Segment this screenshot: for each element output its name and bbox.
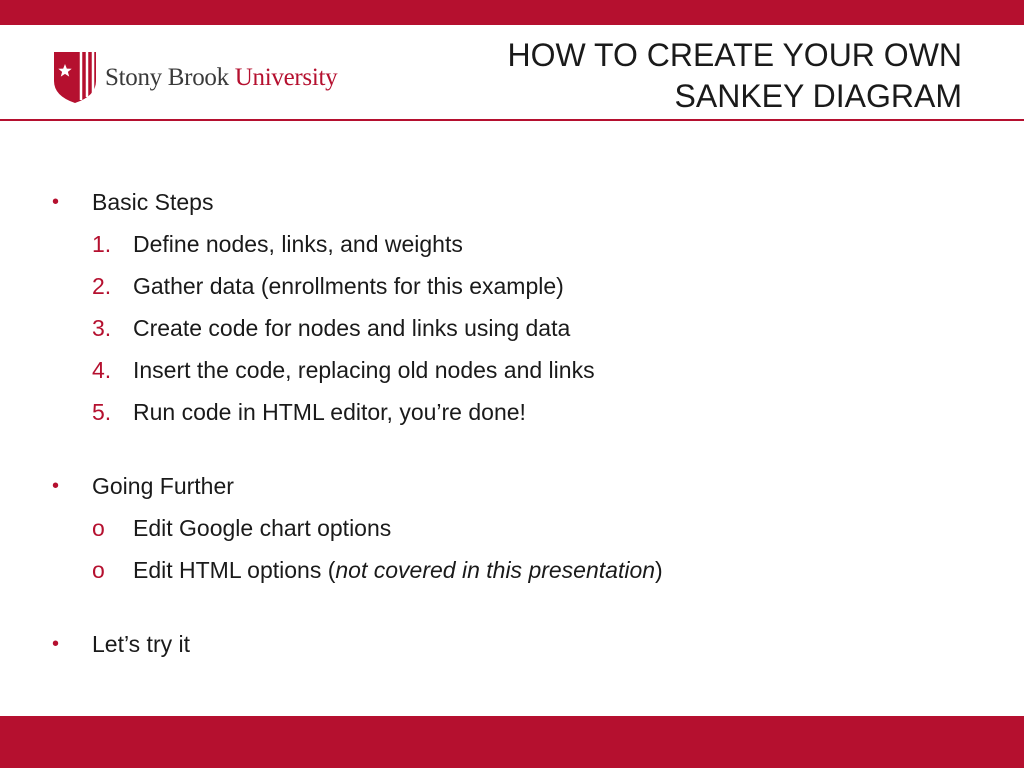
step-text: Insert the code, replacing old nodes and links	[133, 357, 595, 383]
step-number: 3.	[92, 315, 112, 341]
bullet-marker: •	[52, 633, 60, 655]
sub-item-text-italic: not covered in this presentation	[335, 557, 656, 583]
sub-item-text	[133, 556, 663, 584]
step-text: Gather data (enrollments for this example)	[133, 273, 564, 299]
step-number: 1.	[92, 231, 112, 257]
logo-stony-brook: Stony Brook	[105, 63, 229, 91]
bullet-marker: •	[52, 475, 60, 497]
sub-item-text: Edit Google chart options	[133, 515, 392, 541]
step-text: Create code for nodes and links using data	[133, 315, 571, 341]
bullet-heading: Going Further	[92, 473, 234, 499]
sub-item-marker: o	[92, 515, 105, 541]
bottom-accent-bar	[0, 716, 1024, 768]
logo-university: University	[234, 63, 338, 91]
step-number: 5.	[92, 399, 112, 425]
sub-item-marker: o	[92, 557, 105, 583]
slide-title-line-1: HOW TO CREATE YOUR OWN	[507, 37, 962, 73]
step-number: 4.	[92, 357, 112, 383]
step-text: Run code in HTML editor, you’re done!	[133, 399, 526, 425]
step-text: Define nodes, links, and weights	[133, 231, 463, 257]
step-number: 2.	[92, 273, 112, 299]
bullet-heading: Basic Steps	[92, 189, 214, 215]
bullet-marker: •	[52, 191, 60, 213]
slide-title-line-2: SANKEY DIAGRAM	[674, 78, 962, 114]
bullet-heading: Let’s try it	[92, 631, 190, 657]
sub-item-text-before: Edit HTML options (	[133, 557, 336, 583]
sub-item-text-after: )	[655, 557, 663, 583]
